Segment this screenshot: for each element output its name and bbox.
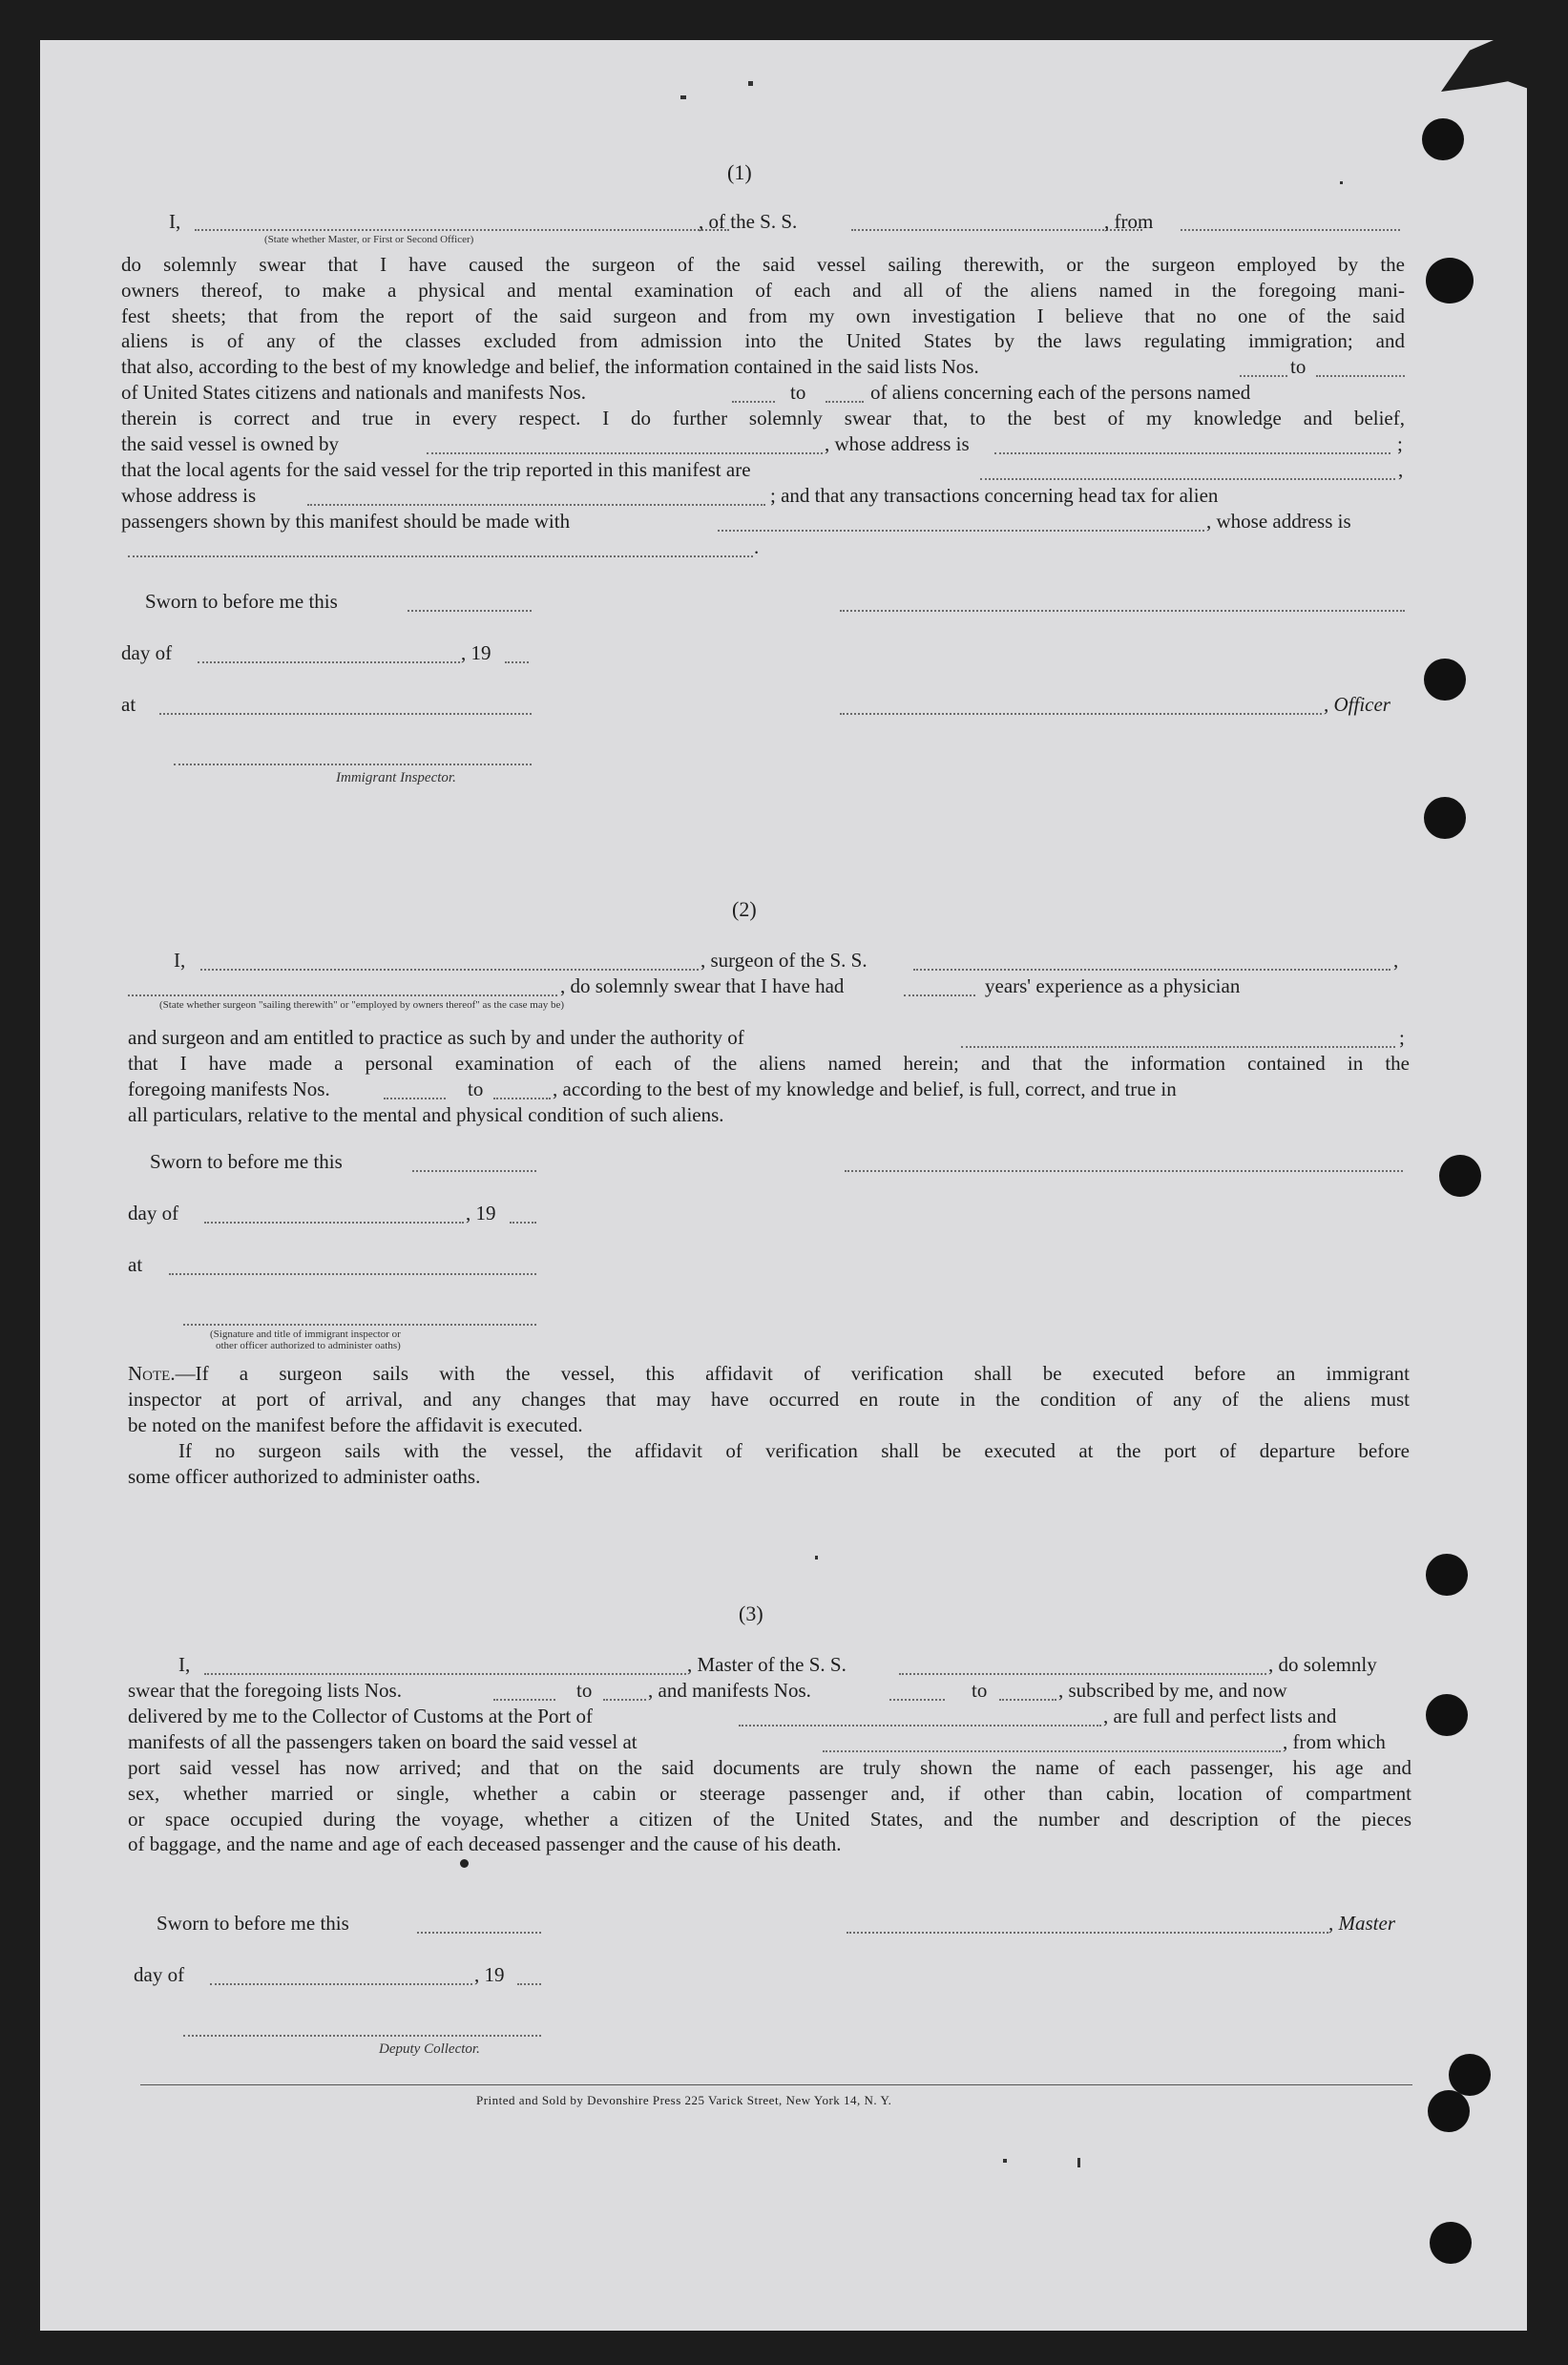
s2-at-label: at	[128, 1253, 143, 1276]
s3-deputy-signature-field[interactable]	[183, 2035, 541, 2037]
s1-sworn-label: Sworn to before me this	[145, 590, 338, 613]
s2-surgeon-of-label: , surgeon of the S. S.	[700, 949, 868, 972]
s2-note	[128, 1361, 1410, 1387]
s1-officer-note: (State whether Master, or First or Second Officer)	[264, 234, 474, 245]
s1-whose-address-label: , whose address is	[825, 432, 970, 455]
s1-semicolon: ;	[1397, 432, 1403, 455]
s2-surgeon-name-field[interactable]	[200, 969, 699, 971]
s2-note-line: —If a surgeon sails with the vessel, this affidavit of verification shall be executed before an immigrant	[175, 1362, 1410, 1385]
s1-day-of-field[interactable]	[198, 661, 460, 663]
s1-at-label: at	[121, 693, 136, 716]
speck-dot	[680, 95, 686, 99]
s3-body	[128, 1755, 1411, 1857]
s2-surgeon-status-field[interactable]	[128, 994, 557, 996]
punch-hole	[1449, 2054, 1491, 2096]
s1-lists-from-field[interactable]	[1240, 375, 1287, 377]
s2-comma: ,	[1393, 949, 1399, 972]
punch-hole	[1428, 2090, 1470, 2132]
s1-comma: ,	[1398, 458, 1404, 481]
s3-master-label: , Master	[1328, 1912, 1395, 1935]
s3-manifests-of-label: manifests of all the passengers taken on board the said vessel at	[128, 1730, 638, 1753]
s1-head-tax-address-field[interactable]	[128, 555, 753, 557]
s1-manifests-from-field[interactable]	[732, 401, 775, 403]
s3-deputy-label: Deputy Collector.	[379, 2041, 480, 2057]
s3-master-of-label: , Master of the S. S.	[687, 1653, 847, 1676]
s3-from-which: , from which	[1283, 1730, 1386, 1753]
s1-of-ss-label: , of the S. S.	[699, 210, 798, 233]
speck-dot	[1340, 181, 1343, 184]
s1-body-line: fest sheets; that from the report of the said surgeon and from my own investigation I believe that no one of the said	[121, 303, 1405, 327]
s3-subscribed: , subscribed by me, and now	[1058, 1679, 1287, 1702]
s1-head-tax-party-field[interactable]	[718, 530, 1204, 532]
s1-body-line: whose address is	[121, 484, 257, 507]
s3-do-solemnly: , do solemnly	[1268, 1653, 1377, 1676]
s1-body-line: therein is correct and true in every respect. I do further solemnly swear that, to the best of my knowledge and belief,	[121, 407, 1405, 429]
s1-body-2	[121, 406, 1405, 431]
s3-delivered-label: delivered by me to the Collector of Customs at the Port of	[128, 1705, 593, 1727]
s1-body-line: of United States citizens and nationals and manifests Nos.	[121, 381, 586, 404]
s3-year-label: , 19	[474, 1963, 505, 1986]
s3-lists-from-field[interactable]	[493, 1699, 555, 1701]
s1-to-label-2: to	[790, 381, 806, 404]
s2-sig-note-2: other officer authorized to administer oaths)	[216, 1340, 401, 1351]
s1-agents-field[interactable]	[980, 478, 1395, 480]
s2-body-line: that I have made a personal examination of each of the aliens named herein; and that the information contained in the	[128, 1052, 1410, 1075]
s2-swear-label: , do solemnly swear that I have had	[560, 974, 845, 997]
s3-full-perfect: , are full and perfect lists and	[1103, 1705, 1337, 1727]
speck-dot	[460, 1859, 469, 1868]
s2-body-line: and surgeon and am entitled to practice as such by and under the authority of	[128, 1026, 744, 1049]
s1-from-field[interactable]	[1181, 229, 1400, 231]
s1-body-line: passengers shown by this manifest should be made with	[121, 510, 571, 533]
s3-manifests-label: , and manifests Nos.	[648, 1679, 811, 1702]
punch-hole	[1426, 258, 1474, 303]
s2-sworn-date-field[interactable]	[412, 1170, 536, 1172]
punch-hole	[1424, 659, 1466, 701]
s3-to-label-2: to	[972, 1679, 988, 1702]
s3-lists-label: swear that the foregoing lists Nos.	[128, 1679, 402, 1702]
s2-year-field[interactable]	[510, 1222, 536, 1224]
speck-dot	[815, 1556, 818, 1559]
s3-master-signature-field[interactable]	[847, 1932, 1328, 1934]
s1-owner-address-field[interactable]	[994, 452, 1390, 454]
s2-note-label: Note.	[128, 1362, 176, 1385]
section-3-heading: (3)	[739, 1601, 763, 1625]
s2-note2-line: some officer authorized to administer oaths.	[128, 1465, 481, 1488]
punch-hole	[1426, 1554, 1468, 1596]
s1-officer-signature-field[interactable]	[840, 713, 1322, 715]
section-2-heading: (2)	[732, 897, 757, 921]
s1-inspector-signature-field[interactable]	[174, 764, 532, 765]
s1-aliens-concerning: of aliens concerning each of the persons named	[870, 381, 1251, 404]
speck-dot	[748, 81, 753, 86]
manifest-affidavit-page	[40, 40, 1527, 2331]
s1-head-tax: ; and that any transactions concerning head tax for alien	[770, 484, 1219, 507]
s1-year-field[interactable]	[505, 661, 529, 663]
s2-note2-line: If no surgeon sails with the vessel, the affidavit of verification shall be executed at the port of departure before	[178, 1439, 1410, 1462]
s2-i-label: I,	[174, 949, 186, 972]
s2-manifests-to-field[interactable]	[493, 1098, 551, 1099]
speck-dot	[1003, 2159, 1007, 2163]
s2-note-line: inspector at port of arrival, and any changes that may have occurred en route in the condition of any of the aliens must	[128, 1388, 1410, 1411]
s3-boarding-port-field[interactable]	[823, 1750, 1281, 1752]
s3-sworn-label: Sworn to before me this	[157, 1912, 349, 1935]
speck-dot	[1077, 2158, 1080, 2167]
s3-year-field[interactable]	[517, 1983, 541, 1985]
s2-body-line: all particulars, relative to the mental and physical condition of such aliens.	[128, 1103, 724, 1126]
punch-hole	[1422, 118, 1464, 160]
s1-body-line: do solemnly swear that I have caused the surgeon of the said vessel sailing therewith, or the surgeon employed by the	[121, 253, 1405, 276]
s2-body-line: foregoing manifests Nos.	[128, 1078, 330, 1100]
s3-body-line: sex, whether married or single, whether a cabin or steerage passenger and, if other than cabin, location of compartment	[128, 1781, 1411, 1805]
s2-sworn-label: Sworn to before me this	[150, 1150, 343, 1173]
s1-inspector-label: Immigrant Inspector.	[336, 770, 456, 785]
s1-vessel-field[interactable]	[851, 229, 1142, 231]
s2-day-of-label: day of	[128, 1202, 179, 1224]
printer-footer: Printed and Sold by Devonshire Press 225 Varick Street, New York 14, N. Y.	[476, 2093, 892, 2107]
s3-sworn-date-field[interactable]	[417, 1932, 541, 1934]
footer-rule	[140, 2084, 1412, 2085]
s3-body-line: of baggage, and the name and age of each deceased passenger and the cause of his death.	[128, 1832, 842, 1856]
s1-body-line: that also, according to the best of my knowledge and belief, the information contained in the said lists Nos.	[121, 355, 979, 378]
s2-manifests-from-field[interactable]	[384, 1098, 446, 1099]
punch-hole	[1426, 1694, 1468, 1736]
s2-note-body	[128, 1387, 1410, 1438]
s1-from-label: , from	[1104, 210, 1154, 233]
s1-whose-address-label-2: , whose address is	[1206, 510, 1351, 533]
section-1-heading: (1)	[727, 160, 752, 184]
s1-owner-field[interactable]	[427, 452, 823, 454]
s3-port-field[interactable]	[739, 1725, 1101, 1727]
s2-sig-note-1: (Signature and title of immigrant inspector or	[210, 1329, 401, 1340]
s1-body	[121, 252, 1405, 354]
s2-vessel-field[interactable]	[913, 969, 1390, 971]
s3-i-label: I,	[178, 1653, 191, 1676]
s1-period: .	[754, 535, 760, 558]
s2-according: , according to the best of my knowledge and belief, is full, correct, and true in	[553, 1078, 1177, 1100]
s1-body-line: the said vessel is owned by	[121, 432, 340, 455]
s3-manifests-from-field[interactable]	[889, 1699, 945, 1701]
s2-years-exp: years' experience as a physician	[985, 974, 1241, 997]
s1-signature-field[interactable]	[840, 610, 1405, 612]
s1-officer-label: , Officer	[1324, 693, 1390, 716]
s2-note2	[178, 1438, 1410, 1464]
s2-at-field[interactable]	[169, 1273, 536, 1275]
s1-sworn-date-field[interactable]	[408, 610, 532, 612]
s1-body-line: aliens is of any of the classes excluded from admission into the United States by the laws regulating immigration; and	[121, 329, 1405, 353]
s2-year-label: , 19	[466, 1202, 496, 1224]
s1-officer-field[interactable]	[195, 229, 729, 231]
s1-body-line: owners thereof, to make a physical and mental examination of each and all of the aliens named in the foregoing mani-	[121, 278, 1405, 302]
s3-body-line: port said vessel has now arrived; and that on the said documents are truly shown the name of each passenger, his age and	[128, 1756, 1411, 1779]
s1-lists-to-field[interactable]	[1316, 375, 1405, 377]
s3-manifests-to-field[interactable]	[999, 1699, 1056, 1701]
s1-day-of-label: day of	[121, 641, 173, 664]
s2-signature-field[interactable]	[845, 1170, 1403, 1172]
s1-at-field[interactable]	[159, 713, 532, 715]
s2-body	[128, 1051, 1410, 1077]
s1-i-label: I,	[169, 210, 181, 233]
s3-day-of-field[interactable]	[210, 1983, 472, 1985]
s3-lists-to-field[interactable]	[603, 1699, 646, 1701]
s2-authority-field[interactable]	[961, 1046, 1395, 1048]
s2-day-of-field[interactable]	[204, 1222, 464, 1224]
punch-hole	[1430, 2222, 1472, 2264]
s1-to-label: to	[1290, 355, 1307, 378]
s3-vessel-field[interactable]	[899, 1673, 1266, 1675]
s2-years-field[interactable]	[904, 994, 975, 996]
punch-hole	[1424, 797, 1466, 839]
s1-agents-address-field[interactable]	[307, 504, 765, 506]
s3-body-line: or space occupied during the voyage, whether a citizen of the United States, and the number and description of the pieces	[128, 1807, 1411, 1831]
punch-hole	[1439, 1155, 1481, 1197]
s2-note-line: be noted on the manifest before the affidavit is executed.	[128, 1413, 583, 1436]
s3-day-of-label: day of	[134, 1963, 185, 1986]
s1-manifests-to-field[interactable]	[826, 401, 864, 403]
s2-surgeon-note: (State whether surgeon "sailing therewith" or "employed by owners thereof" as the case may be)	[159, 999, 565, 1011]
s1-year-label: , 19	[461, 641, 491, 664]
s2-inspector-signature-field[interactable]	[183, 1324, 536, 1326]
s2-semicolon: ;	[1399, 1026, 1405, 1049]
s3-to-label: to	[576, 1679, 593, 1702]
s2-to-label: to	[468, 1078, 484, 1100]
s3-master-name-field[interactable]	[204, 1673, 686, 1675]
s1-body-line: that the local agents for the said vessel for the trip reported in this manifest are	[121, 458, 751, 481]
